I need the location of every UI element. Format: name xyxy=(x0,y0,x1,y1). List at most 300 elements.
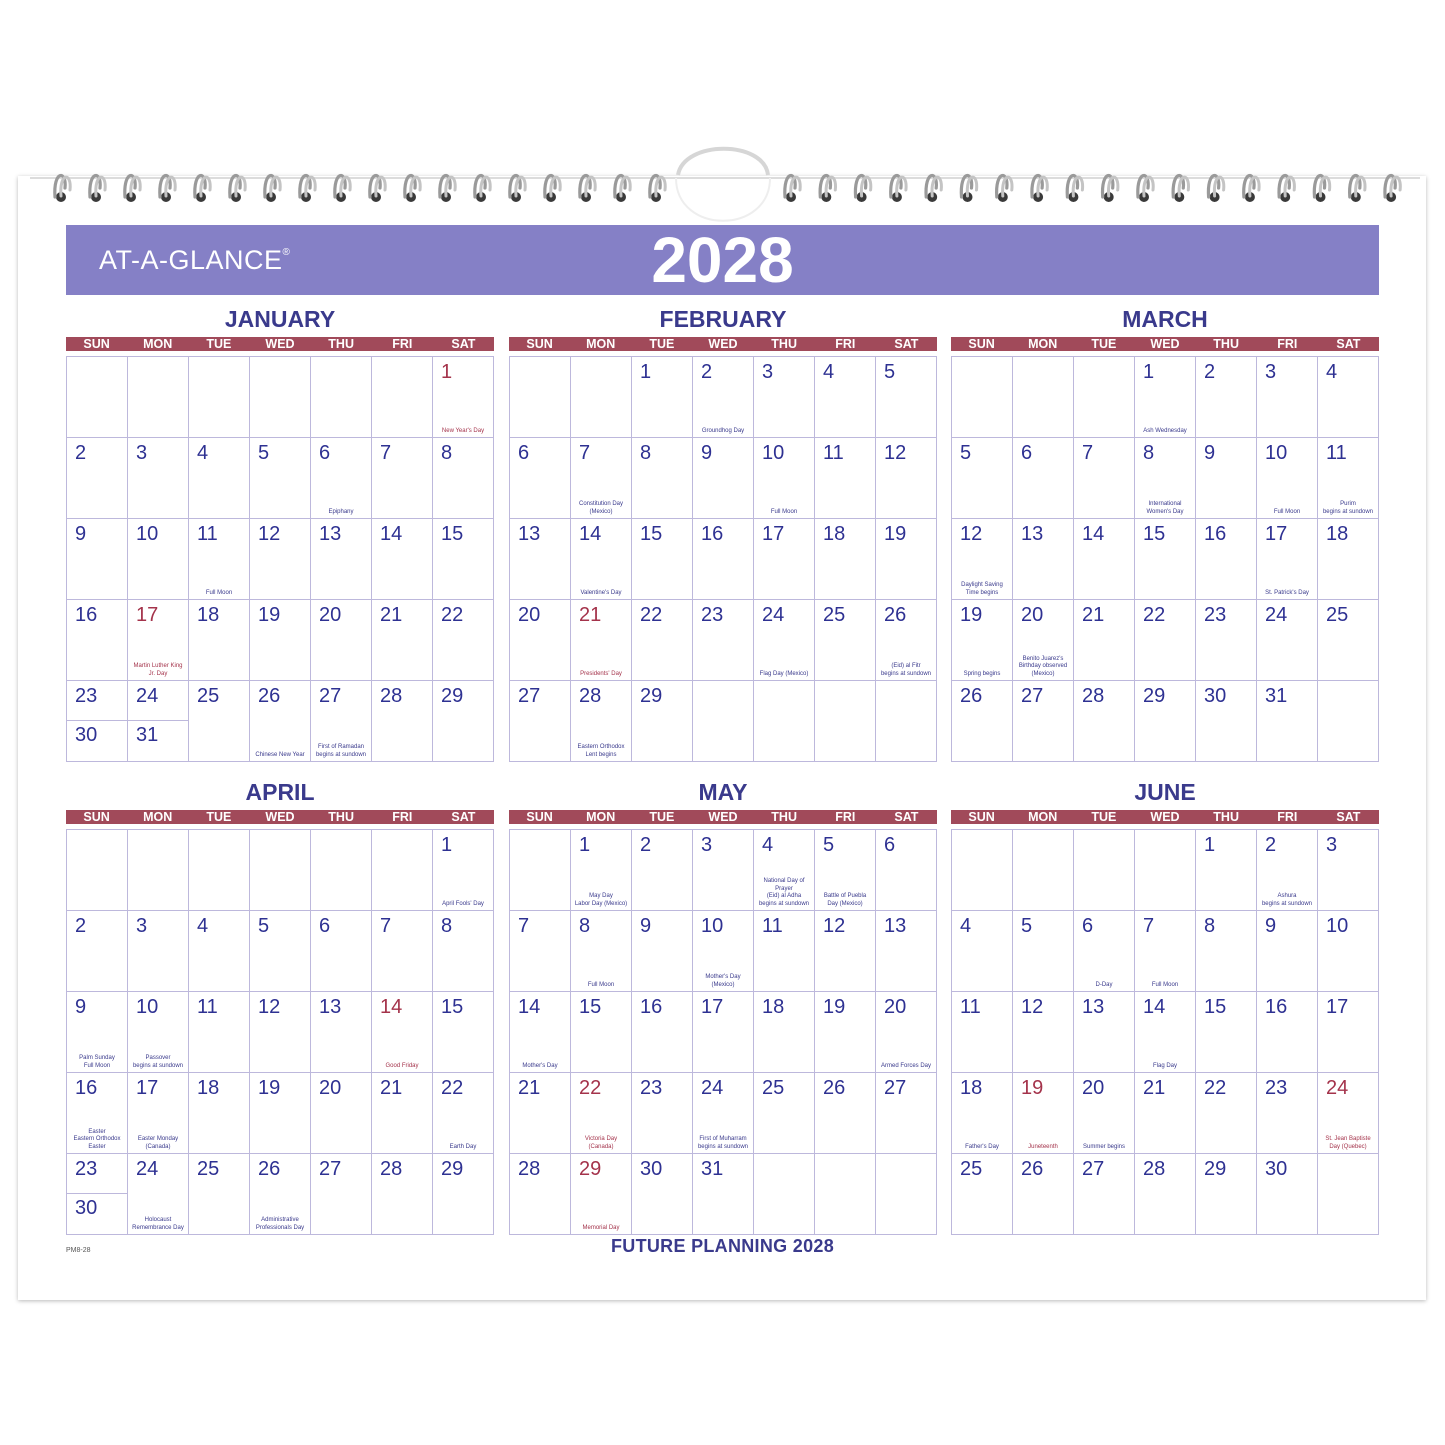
day-cell[interactable] xyxy=(1074,992,1135,1073)
day-cell[interactable] xyxy=(311,1073,372,1154)
day-cell[interactable] xyxy=(754,681,815,762)
day-number: 12 xyxy=(1021,996,1044,1018)
holiday-note: Martin Luther King Jr. Day xyxy=(133,663,183,677)
day-number: 27 xyxy=(1021,685,1044,707)
day-cell[interactable] xyxy=(1257,992,1318,1073)
day-cell[interactable] xyxy=(632,600,693,681)
day-cell[interactable] xyxy=(128,519,189,600)
day-cell[interactable] xyxy=(189,830,250,911)
day-cell[interactable] xyxy=(1013,438,1074,519)
day-cell[interactable] xyxy=(1074,830,1135,911)
day-cell[interactable] xyxy=(1013,911,1074,992)
day-cell[interactable] xyxy=(189,911,250,992)
day-cell[interactable] xyxy=(433,830,494,911)
day-cell[interactable] xyxy=(1196,357,1257,438)
day-cell[interactable] xyxy=(952,600,1013,681)
day-cell[interactable] xyxy=(632,519,693,600)
day-number: 6 xyxy=(319,915,331,937)
weekday-label: THU xyxy=(771,810,797,824)
day-cell[interactable] xyxy=(128,830,189,911)
day-number: 21 xyxy=(579,604,602,626)
day-number: 2 xyxy=(701,361,713,383)
day-number: 21 xyxy=(1143,1077,1166,1099)
weekday-label: TUE xyxy=(1091,810,1117,824)
day-cell[interactable] xyxy=(1257,830,1318,911)
day-cell[interactable] xyxy=(952,830,1013,911)
day-cell[interactable] xyxy=(67,830,128,911)
holiday-note: Full Moon xyxy=(205,589,233,596)
day-cell[interactable] xyxy=(250,992,311,1073)
month-name: MARCH xyxy=(1122,306,1208,332)
day-cell[interactable] xyxy=(952,438,1013,519)
weekday-label: SUN xyxy=(526,810,553,824)
footer-title: FUTURE PLANNING 2028 xyxy=(610,1236,835,1256)
day-cell[interactable] xyxy=(1074,1154,1135,1235)
day-cell[interactable] xyxy=(754,992,815,1073)
weekday-label: WED xyxy=(265,810,295,824)
day-cell[interactable] xyxy=(815,600,876,681)
day-cell[interactable] xyxy=(1013,600,1074,681)
day-cell[interactable] xyxy=(189,1073,250,1154)
day-cell[interactable] xyxy=(311,357,372,438)
day-cell[interactable] xyxy=(1318,830,1379,911)
day-cell[interactable] xyxy=(128,600,189,681)
day-number: 24 xyxy=(701,1077,724,1099)
day-number: 12 xyxy=(258,523,281,545)
day-cell[interactable] xyxy=(433,681,494,762)
day-cell[interactable] xyxy=(1257,519,1318,600)
day-cell[interactable] xyxy=(67,1154,128,1235)
day-cell[interactable] xyxy=(1135,357,1196,438)
day-cell[interactable] xyxy=(693,681,754,762)
day-cell[interactable] xyxy=(128,1073,189,1154)
day-cell[interactable] xyxy=(693,357,754,438)
month-may xyxy=(509,778,937,1235)
day-cell[interactable] xyxy=(815,438,876,519)
holiday-note: Spring begins xyxy=(963,670,1001,677)
day-cell[interactable] xyxy=(311,992,372,1073)
day-cell[interactable] xyxy=(189,992,250,1073)
day-cell[interactable] xyxy=(67,1073,128,1154)
day-number: 22 xyxy=(1143,604,1166,626)
day-cell[interactable] xyxy=(632,438,693,519)
day-number: 30 xyxy=(640,1158,663,1180)
day-cell[interactable] xyxy=(693,1073,754,1154)
day-number: 21 xyxy=(518,1077,541,1099)
day-cell[interactable] xyxy=(311,830,372,911)
day-cell[interactable] xyxy=(433,1073,494,1154)
day-cell[interactable] xyxy=(1135,1073,1196,1154)
day-cell[interactable] xyxy=(510,357,571,438)
holiday-note: Mother's Day (Mexico) xyxy=(705,974,741,988)
day-number: 25 xyxy=(197,685,220,707)
day-cell[interactable] xyxy=(1013,1073,1074,1154)
day-cell[interactable] xyxy=(311,1154,372,1235)
day-number: 19 xyxy=(1021,1077,1044,1099)
day-cell[interactable] xyxy=(189,1154,250,1235)
day-cell[interactable] xyxy=(876,519,937,600)
day-cell[interactable] xyxy=(250,1154,311,1235)
day-cell[interactable] xyxy=(1257,438,1318,519)
month-name: FEBRUARY xyxy=(659,306,787,332)
day-cell[interactable] xyxy=(693,1154,754,1235)
day-cell[interactable] xyxy=(632,1073,693,1154)
day-cell[interactable] xyxy=(1318,1154,1379,1235)
day-cell[interactable] xyxy=(1074,600,1135,681)
day-cell[interactable] xyxy=(876,992,937,1073)
day-number: 30 xyxy=(1204,685,1227,707)
day-cell[interactable] xyxy=(815,911,876,992)
day-cell[interactable] xyxy=(1196,519,1257,600)
day-cell[interactable] xyxy=(372,911,433,992)
day-cell[interactable] xyxy=(67,438,128,519)
day-number: 27 xyxy=(1082,1158,1105,1180)
day-number: 15 xyxy=(1143,523,1166,545)
day-cell[interactable] xyxy=(250,681,311,762)
day-cell[interactable] xyxy=(952,992,1013,1073)
day-cell[interactable] xyxy=(311,600,372,681)
day-cell[interactable] xyxy=(1196,911,1257,992)
day-number: 18 xyxy=(823,523,846,545)
day-cell[interactable] xyxy=(250,911,311,992)
day-cell[interactable] xyxy=(693,911,754,992)
day-cell[interactable] xyxy=(1013,830,1074,911)
weekday-label: FRI xyxy=(835,337,856,351)
day-cell[interactable] xyxy=(1257,1154,1318,1235)
day-number: 22 xyxy=(640,604,663,626)
year-banner xyxy=(66,225,1379,295)
day-cell[interactable] xyxy=(693,600,754,681)
day-cell[interactable] xyxy=(1013,1154,1074,1235)
day-cell[interactable] xyxy=(1318,992,1379,1073)
day-cell[interactable] xyxy=(815,519,876,600)
holiday-note: Purim begins at sundown xyxy=(1322,501,1374,515)
day-cell[interactable] xyxy=(1318,681,1379,762)
day-number: 9 xyxy=(1204,442,1216,464)
day-cell[interactable] xyxy=(67,357,128,438)
product-code: PM8-28 xyxy=(66,1247,91,1254)
holiday-note: Holocaust Remembrance Day xyxy=(132,1217,184,1231)
weekday-label: FRI xyxy=(392,337,413,351)
day-cell[interactable] xyxy=(433,519,494,600)
day-cell[interactable] xyxy=(754,600,815,681)
day-number: 25 xyxy=(197,1158,220,1180)
day-cell[interactable] xyxy=(128,438,189,519)
day-cell[interactable] xyxy=(510,911,571,992)
day-cell[interactable] xyxy=(571,681,632,762)
day-cell[interactable] xyxy=(67,911,128,992)
day-cell[interactable] xyxy=(815,992,876,1073)
day-cell[interactable] xyxy=(754,519,815,600)
day-cell[interactable] xyxy=(510,1154,571,1235)
day-cell[interactable] xyxy=(1196,830,1257,911)
day-cell[interactable] xyxy=(67,992,128,1073)
day-number: 7 xyxy=(380,442,392,464)
day-cell[interactable] xyxy=(1318,1073,1379,1154)
day-cell[interactable] xyxy=(67,519,128,600)
holiday-note: Armed Forces Day xyxy=(880,1062,931,1069)
day-cell[interactable] xyxy=(815,1073,876,1154)
day-cell[interactable] xyxy=(1318,357,1379,438)
day-cell[interactable] xyxy=(1257,600,1318,681)
month-grid xyxy=(66,356,494,762)
day-number: 18 xyxy=(762,996,785,1018)
weekday-label: MON xyxy=(143,810,173,824)
day-cell[interactable] xyxy=(189,600,250,681)
weekday-label: THU xyxy=(328,337,354,351)
day-cell[interactable] xyxy=(67,600,128,681)
day-cell[interactable] xyxy=(189,519,250,600)
day-cell[interactable] xyxy=(510,438,571,519)
day-cell[interactable] xyxy=(1135,438,1196,519)
holiday-note: Groundhog Day xyxy=(701,427,745,434)
day-cell[interactable] xyxy=(250,1073,311,1154)
day-cell[interactable] xyxy=(876,600,937,681)
day-cell[interactable] xyxy=(876,830,937,911)
day-cell[interactable] xyxy=(372,681,433,762)
day-cell[interactable] xyxy=(1013,357,1074,438)
day-cell[interactable] xyxy=(311,519,372,600)
holiday-note: Summer begins xyxy=(1082,1143,1126,1150)
day-number: 23 xyxy=(75,1158,98,1180)
day-number: 31 xyxy=(136,724,159,746)
day-cell[interactable] xyxy=(876,1073,937,1154)
weekday-label: WED xyxy=(1150,810,1180,824)
day-cell[interactable] xyxy=(1074,519,1135,600)
day-cell[interactable] xyxy=(1013,681,1074,762)
holiday-note: St. Patrick's Day xyxy=(1265,589,1309,596)
day-cell[interactable] xyxy=(1196,438,1257,519)
holiday-note: Benito Juarez's Birthday observed (Mexico) xyxy=(1018,655,1068,677)
day-cell[interactable] xyxy=(571,438,632,519)
day-cell[interactable] xyxy=(1318,600,1379,681)
day-number: 24 xyxy=(136,685,159,707)
day-cell[interactable] xyxy=(372,600,433,681)
day-cell[interactable] xyxy=(1257,681,1318,762)
day-cell[interactable] xyxy=(1135,992,1196,1073)
day-cell[interactable] xyxy=(693,830,754,911)
day-number: 20 xyxy=(319,604,342,626)
day-cell[interactable] xyxy=(952,1073,1013,1154)
day-cell[interactable] xyxy=(250,830,311,911)
day-cell[interactable] xyxy=(128,911,189,992)
day-cell[interactable] xyxy=(815,681,876,762)
day-cell[interactable] xyxy=(1318,911,1379,992)
day-cell[interactable] xyxy=(433,357,494,438)
day-cell[interactable] xyxy=(952,519,1013,600)
day-cell[interactable] xyxy=(632,1154,693,1235)
holiday-note: Full Moon xyxy=(770,508,798,515)
day-cell[interactable] xyxy=(571,1154,632,1235)
day-cell[interactable] xyxy=(693,992,754,1073)
day-cell[interactable] xyxy=(1257,1073,1318,1154)
day-cell[interactable] xyxy=(1196,992,1257,1073)
day-number: 16 xyxy=(1265,996,1288,1018)
day-number: 13 xyxy=(884,915,907,937)
day-cell[interactable] xyxy=(372,519,433,600)
day-cell[interactable] xyxy=(754,830,815,911)
day-cell[interactable] xyxy=(571,830,632,911)
day-cell[interactable] xyxy=(1074,681,1135,762)
day-cell[interactable] xyxy=(128,1154,189,1235)
day-cell[interactable] xyxy=(876,681,937,762)
day-cell[interactable] xyxy=(433,911,494,992)
day-cell[interactable] xyxy=(1196,681,1257,762)
weekday-header xyxy=(66,337,494,351)
day-cell[interactable] xyxy=(632,992,693,1073)
day-cell[interactable] xyxy=(754,1154,815,1235)
day-cell[interactable] xyxy=(571,992,632,1073)
day-cell[interactable] xyxy=(250,438,311,519)
day-number: 3 xyxy=(1326,834,1338,856)
day-number: 19 xyxy=(258,1077,281,1099)
month-name: JANUARY xyxy=(224,306,336,332)
day-number: 21 xyxy=(1082,604,1105,626)
day-number: 15 xyxy=(1204,996,1227,1018)
day-number: 17 xyxy=(1265,523,1288,545)
day-cell[interactable] xyxy=(510,519,571,600)
day-number: 14 xyxy=(380,523,403,545)
weekday-label: WED xyxy=(1150,337,1180,351)
day-cell[interactable] xyxy=(372,992,433,1073)
day-cell[interactable] xyxy=(1196,600,1257,681)
day-cell[interactable] xyxy=(571,357,632,438)
weekday-header xyxy=(509,810,937,824)
day-cell[interactable] xyxy=(876,911,937,992)
day-cell[interactable] xyxy=(250,357,311,438)
day-cell[interactable] xyxy=(876,1154,937,1235)
day-cell[interactable] xyxy=(433,992,494,1073)
day-cell[interactable] xyxy=(952,681,1013,762)
day-number: 13 xyxy=(1082,996,1105,1018)
day-cell[interactable] xyxy=(510,1073,571,1154)
day-cell[interactable] xyxy=(754,357,815,438)
day-cell[interactable] xyxy=(693,519,754,600)
day-cell[interactable] xyxy=(754,1073,815,1154)
day-cell[interactable] xyxy=(632,357,693,438)
day-cell[interactable] xyxy=(433,438,494,519)
day-number: 4 xyxy=(762,834,774,856)
day-cell[interactable] xyxy=(1318,519,1379,600)
holiday-note: Full Moon xyxy=(1273,508,1301,515)
day-cell[interactable] xyxy=(632,830,693,911)
day-number: 4 xyxy=(197,442,209,464)
day-cell[interactable] xyxy=(632,681,693,762)
holiday-note: Earth Day xyxy=(449,1143,477,1150)
day-cell[interactable] xyxy=(1074,911,1135,992)
day-cell[interactable] xyxy=(372,1073,433,1154)
day-cell[interactable] xyxy=(815,830,876,911)
day-cell[interactable] xyxy=(693,438,754,519)
day-number: 31 xyxy=(1265,685,1288,707)
day-cell[interactable] xyxy=(311,438,372,519)
day-cell[interactable] xyxy=(189,357,250,438)
day-number: 14 xyxy=(1082,523,1105,545)
day-cell[interactable] xyxy=(1135,519,1196,600)
weekday-label: SUN xyxy=(968,337,995,351)
day-number: 6 xyxy=(518,442,530,464)
day-cell[interactable] xyxy=(128,357,189,438)
day-cell[interactable] xyxy=(876,438,937,519)
day-cell[interactable] xyxy=(311,681,372,762)
day-cell[interactable] xyxy=(1196,1073,1257,1154)
day-cell[interactable] xyxy=(1135,911,1196,992)
day-cell[interactable] xyxy=(510,992,571,1073)
day-cell[interactable] xyxy=(1013,519,1074,600)
day-cell[interactable] xyxy=(433,1154,494,1235)
day-cell[interactable] xyxy=(433,600,494,681)
day-cell[interactable] xyxy=(815,1154,876,1235)
day-cell[interactable] xyxy=(1074,1073,1135,1154)
day-number: 27 xyxy=(319,685,342,707)
day-cell[interactable] xyxy=(952,1154,1013,1235)
day-number: 3 xyxy=(1265,361,1277,383)
day-cell[interactable] xyxy=(128,992,189,1073)
day-cell[interactable] xyxy=(952,911,1013,992)
day-cell[interactable] xyxy=(510,830,571,911)
day-cell[interactable] xyxy=(67,681,128,762)
holiday-note: New Year's Day xyxy=(441,427,485,434)
weekday-label: MON xyxy=(586,810,616,824)
day-cell[interactable] xyxy=(571,1073,632,1154)
day-cell[interactable] xyxy=(510,600,571,681)
weekday-label: SAT xyxy=(451,337,476,351)
day-number: 8 xyxy=(1204,915,1216,937)
day-cell[interactable] xyxy=(189,681,250,762)
day-cell[interactable] xyxy=(250,600,311,681)
day-cell[interactable] xyxy=(128,681,189,762)
day-cell[interactable] xyxy=(510,681,571,762)
day-cell[interactable] xyxy=(571,911,632,992)
day-cell[interactable] xyxy=(1135,830,1196,911)
day-cell[interactable] xyxy=(1318,438,1379,519)
day-number: 20 xyxy=(884,996,907,1018)
day-cell[interactable] xyxy=(1074,357,1135,438)
day-cell[interactable] xyxy=(1257,357,1318,438)
day-cell[interactable] xyxy=(754,438,815,519)
day-cell[interactable] xyxy=(372,357,433,438)
day-number: 15 xyxy=(640,523,663,545)
day-cell[interactable] xyxy=(754,911,815,992)
day-cell[interactable] xyxy=(372,1154,433,1235)
day-cell[interactable] xyxy=(1257,911,1318,992)
day-number: 1 xyxy=(1204,834,1216,856)
day-cell[interactable] xyxy=(1196,1154,1257,1235)
day-cell[interactable] xyxy=(1135,1154,1196,1235)
day-cell[interactable] xyxy=(952,357,1013,438)
weekday-label: TUE xyxy=(649,337,675,351)
day-cell[interactable] xyxy=(632,911,693,992)
day-cell[interactable] xyxy=(1074,438,1135,519)
day-cell[interactable] xyxy=(372,830,433,911)
day-cell[interactable] xyxy=(571,600,632,681)
day-number: 2 xyxy=(640,834,652,856)
day-cell[interactable] xyxy=(250,519,311,600)
day-cell[interactable] xyxy=(311,911,372,992)
day-cell[interactable] xyxy=(571,519,632,600)
day-cell[interactable] xyxy=(372,438,433,519)
day-cell[interactable] xyxy=(876,357,937,438)
day-number: 27 xyxy=(884,1077,907,1099)
day-number: 14 xyxy=(518,996,541,1018)
day-cell[interactable] xyxy=(1135,600,1196,681)
day-number: 17 xyxy=(762,523,785,545)
day-cell[interactable] xyxy=(815,357,876,438)
day-cell[interactable] xyxy=(1135,681,1196,762)
day-cell[interactable] xyxy=(1013,992,1074,1073)
day-number: 1 xyxy=(441,834,453,856)
day-cell[interactable] xyxy=(189,438,250,519)
